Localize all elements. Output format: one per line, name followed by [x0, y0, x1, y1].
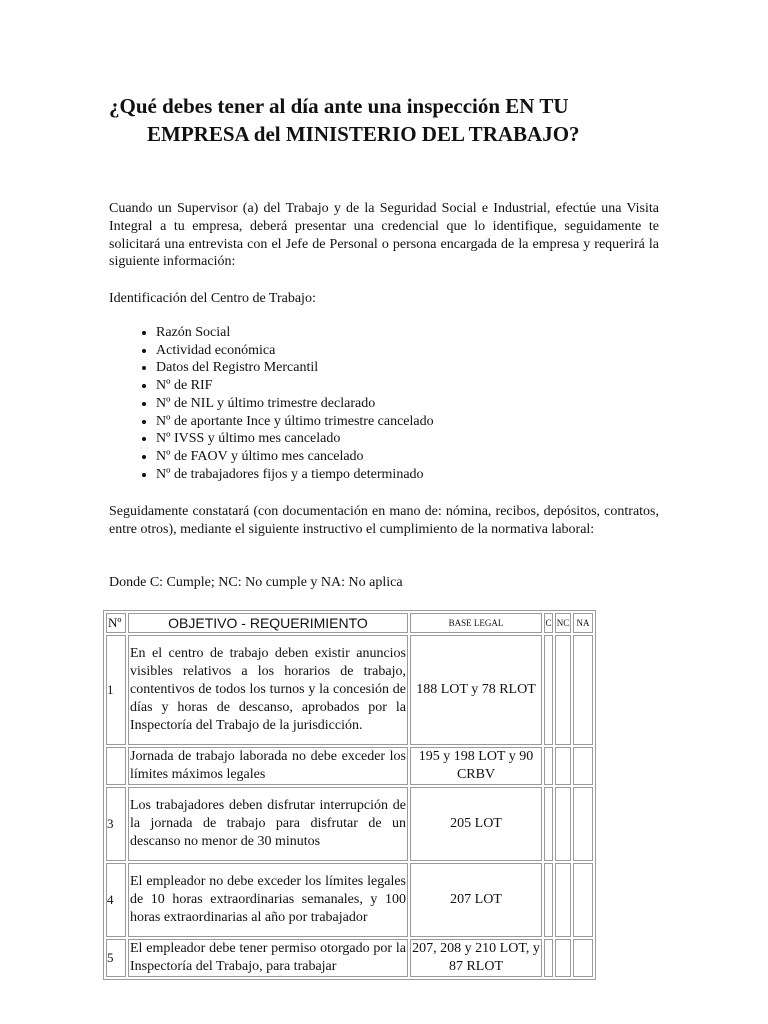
row-legal-base: 207 LOT: [410, 863, 542, 937]
row-legal-base: 188 LOT y 78 RLOT: [410, 635, 542, 745]
cell-na[interactable]: [573, 863, 593, 937]
cell-c[interactable]: [544, 863, 553, 937]
list-item: • Nº de trabajadores fijos y a tiempo determinado: [156, 466, 706, 484]
header-legal-base: BASE LEGAL: [410, 613, 542, 633]
row-objective: El empleador no debe exceder los límites legales de 10 horas extraordinarias semanales, y 100 horas extraordinarias al año por trabajador: [128, 863, 408, 937]
table-row: [106, 939, 593, 977]
cell-c[interactable]: [544, 635, 553, 745]
header-c: C: [544, 613, 553, 633]
table-row: [106, 747, 593, 785]
row-legal-base: 205 LOT: [410, 787, 542, 861]
row-objective: En el centro de trabajo deben existir anuncios visibles relativos a los horarios de trabajo, contentivos de todos los turnos y la concesión de días y horas de descanso, aprobados por la Inspectoría del Trabajo de la jurisdicción.: [128, 635, 408, 745]
table-row: [106, 635, 593, 745]
cell-nc[interactable]: [555, 747, 571, 785]
cell-nc[interactable]: [555, 635, 571, 745]
cell-c[interactable]: [544, 787, 553, 861]
header-number: Nº: [106, 613, 126, 633]
header-nc: NC: [555, 613, 571, 633]
table-row: [106, 787, 593, 861]
title-line-2: EMPRESA del MINISTERIO DEL TRABAJO?: [147, 122, 580, 146]
cell-na[interactable]: [573, 787, 593, 861]
identification-list: [109, 324, 706, 483]
table-header-row: [106, 613, 593, 633]
cell-na[interactable]: [573, 747, 593, 785]
list-item: • Nº de RIF: [156, 377, 706, 395]
requirements-table: [103, 610, 596, 980]
list-item: • Actividad económica: [156, 342, 706, 360]
header-na: NA: [573, 613, 593, 633]
row-number: 4: [106, 863, 126, 937]
legend-text: Donde C: Cumple; NC: No cumple y NA: No aplica: [109, 575, 403, 590]
list-item: • Nº de FAOV y último mes cancelado: [156, 448, 706, 466]
row-objective: Los trabajadores deben disfrutar interrupción de la jornada de trabajo para disfrutar de un descanso no menor de 30 minutos: [128, 787, 408, 861]
row-objective-text: El empleador debe tener permiso otorgado por la Inspectoría del Trabajo, para trabajar: [130, 941, 406, 974]
row-objective: Jornada de trabajo laborada no debe exceder los límites máximos legales: [128, 747, 408, 785]
verification-paragraph: Seguidamente constatará (con documentación en mano de: nómina, recibos, depósitos, contratos, entre otros), mediante el siguiente instructivo el cumplimiento de la normativa laboral:: [109, 504, 659, 537]
cell-na[interactable]: [573, 939, 593, 977]
title-line-1: ¿Qué debes tener al día ante una inspección EN TU: [109, 94, 569, 118]
list-item: • Nº de NIL y último trimestre declarado: [156, 395, 706, 413]
cell-nc[interactable]: [555, 939, 571, 977]
page-title: [109, 92, 669, 148]
cell-c[interactable]: [544, 939, 553, 977]
list-item: • Datos del Registro Mercantil: [156, 359, 706, 377]
list-item: • Nº de aportante Ince y último trimestre cancelado: [156, 413, 706, 431]
row-legal-base: 195 y 198 LOT y 90 CRBV: [410, 747, 542, 785]
header-objective: OBJETIVO - REQUERIMIENTO: [128, 613, 408, 633]
cell-c[interactable]: [544, 747, 553, 785]
row-legal-base: 207, 208 y 210 LOT, y 87 RLOT: [410, 939, 542, 977]
row-number: 1: [106, 635, 126, 745]
list-item: • Razón Social: [156, 324, 706, 342]
list-item: • Nº IVSS y último mes cancelado: [156, 430, 706, 448]
cell-nc[interactable]: [555, 863, 571, 937]
cell-na[interactable]: [573, 635, 593, 745]
intro-paragraph: Cuando un Supervisor (a) del Trabajo y de la Seguridad Social e Industrial, efectúe una Visita Integral a tu empresa, deberá presentar una credencial que lo identifique, seguidamente te solicitará una entrevista con el Jefe de Personal o persona encargada de la empresa y requerirá la siguiente información:: [109, 201, 659, 270]
row-number: 5: [106, 939, 126, 977]
identification-heading: Identificación del Centro de Trabajo:: [109, 291, 316, 306]
cell-nc[interactable]: [555, 787, 571, 861]
table-row: [106, 863, 593, 937]
row-number: 3: [106, 787, 126, 861]
row-number: [106, 747, 126, 785]
row-objective: [128, 939, 408, 977]
